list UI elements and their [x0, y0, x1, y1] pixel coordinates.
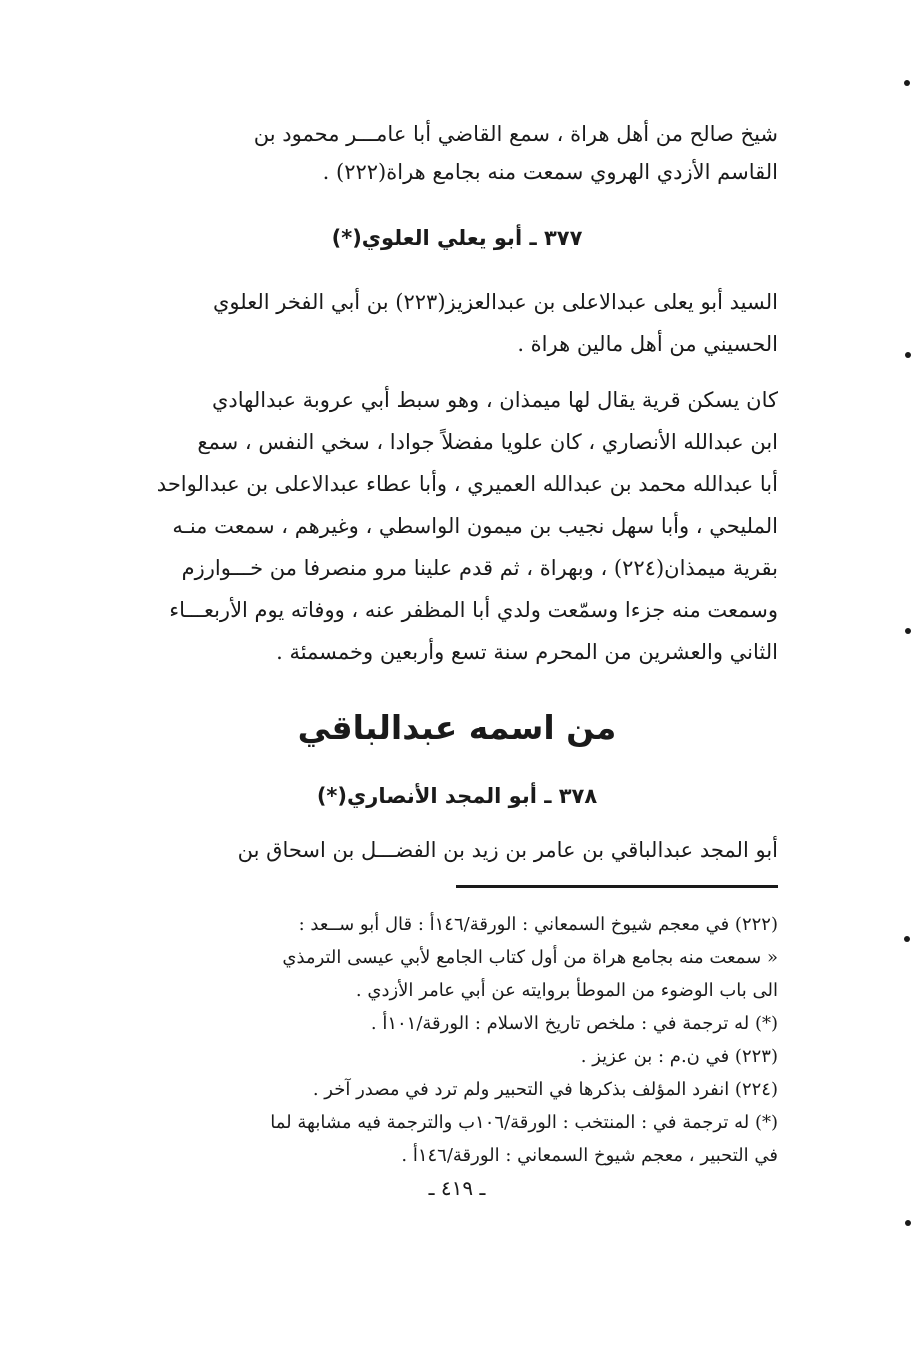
body-line: كان يسكن قرية يقال لها ميمذان ، وهو سبط أبي عروبة عبدالهادي	[212, 388, 778, 412]
footnote-separator	[456, 885, 778, 888]
footnote-line: في التحبير ، معجم شيوخ السمعاني : الورقة/١٤٦أ .	[401, 1145, 778, 1166]
footnote-line: (٢٢٢) في معجم شيوخ السمعاني : الورقة/١٤٦أ : قال أبو ســعد :	[298, 914, 778, 935]
body-line: وسمعت منه جزءا وسمّعت ولدي أبا المظفر عنه ، ووفاته يوم الأربعـــاء	[169, 598, 778, 622]
scan-dot	[904, 936, 910, 942]
body-line: أبا عبدالله محمد بن عبدالله العميري ، وأبا عطاء عبدالاعلى بن عبدالواحد	[156, 472, 778, 496]
footnote-line: (*) له ترجمة في : ملخص تاريخ الاسلام : الورقة/١٠١أ .	[370, 1013, 778, 1034]
body-line: أبو المجد عبدالباقي بن عامر بن زيد بن الفضـــل بن اسحاق بن	[237, 838, 778, 862]
body-line: السيد أبو يعلى عبدالاعلى بن عبدالعزيز(٢٢٣) بن أبي الفخر العلوي	[212, 290, 778, 314]
scan-dot	[904, 80, 910, 86]
body-line: شيخ صالح من أهل هراة ، سمع القاضي أبا عامـــر محمود بن	[253, 122, 778, 146]
entry-378-heading: ٣٧٨ ـ أبو المجد الأنصاري(*)	[316, 784, 598, 808]
footnote-line: (٢٢٤) انفرد المؤلف بذكرها في التحبير ولم ترد في مصدر آخر .	[312, 1079, 778, 1100]
body-line: القاسم الأزدي الهروي سمعت منه بجامع هراة(٢٢٢) .	[322, 160, 778, 184]
body-line: الثاني والعشرين من المحرم سنة تسع وأربعين وخمسمئة .	[276, 640, 778, 664]
body-line: ابن عبدالله الأنصاري ، كان علويا مفضلاً جوادا ، سخي النفس ، سمع	[197, 430, 778, 454]
scan-dot	[905, 1220, 911, 1226]
body-line: المليحي ، وأبا سهل نجيب بن ميمون الواسطي ، وغيرهم ، سمعت منـه	[172, 514, 778, 538]
footnote-line: « سمعت منه بجامع هراة من أول كتاب الجامع لأبي عيسى الترمذي	[282, 947, 778, 968]
footnote-line: (٢٢٣) في ن.م : بن عزيز .	[580, 1046, 778, 1067]
body-line: الحسيني من أهل مالين هراة .	[517, 332, 778, 356]
entry-377-heading: ٣٧٧ ـ أبو يعلي العلوي(*)	[331, 226, 583, 250]
section-heading: من اسمه عبدالباقي	[297, 708, 617, 747]
page-number: ـ ٤١٩ ـ	[428, 1176, 486, 1200]
scan-dot	[905, 352, 911, 358]
footnote-line: (*) له ترجمة في : المنتخب : الورقة/١٠٦ب والترجمة فيه مشابهة لما	[270, 1112, 778, 1133]
footnote-line: الى باب الوضوء من الموطأ بروايته عن أبي عامر الأزدي .	[355, 980, 778, 1001]
scan-dot	[905, 628, 911, 634]
body-line: بقرية ميمذان(٢٢٤) ، وبهراة ، ثم قدم علينا مرو منصرفا من خـــوارزم	[181, 556, 778, 580]
